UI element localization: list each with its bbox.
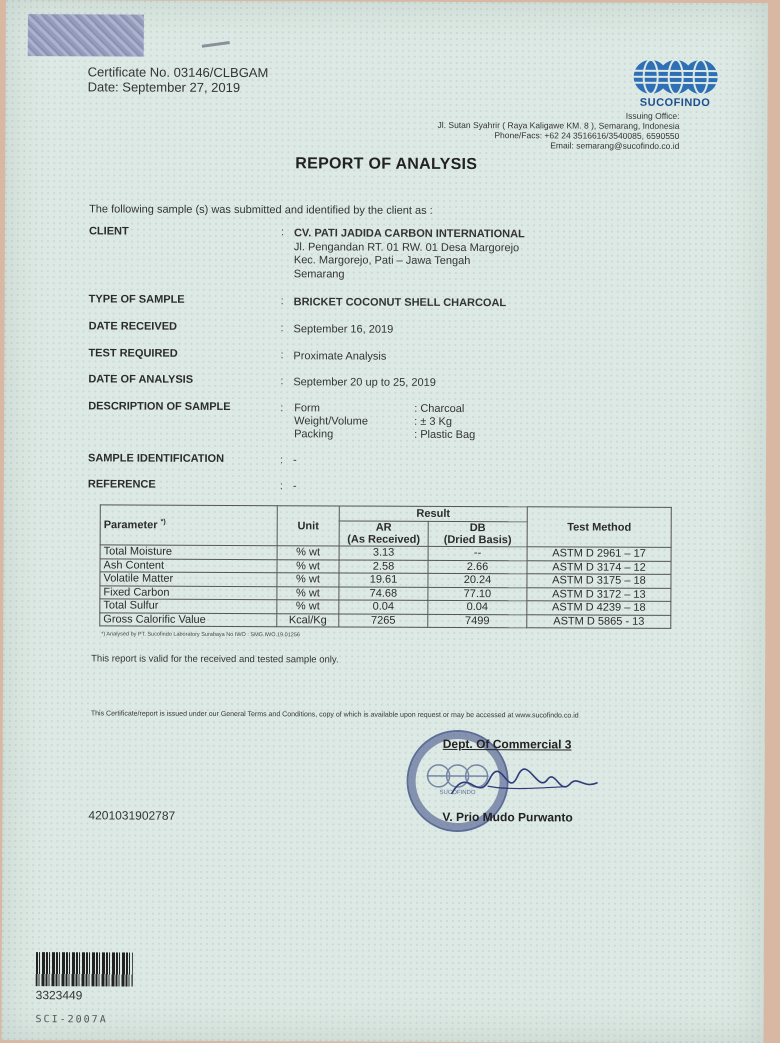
cell-db: 20.24 [428, 573, 527, 587]
header-db: DB (Dried Basis) [428, 521, 527, 546]
header-ar: AR (As Received) [339, 521, 428, 546]
cell-param: Ash Content [100, 558, 277, 572]
globe-logo-icon [628, 55, 723, 99]
colon: : [281, 322, 284, 334]
cell-ar: 3.13 [339, 546, 428, 560]
office-address: Jl. Sutan Syahrir ( Raya Kaligawe KM. 8 ), Semarang, Indonesia [438, 120, 680, 131]
cell-ar: 74.68 [339, 586, 428, 600]
identification-value: - [293, 454, 297, 468]
cell-param: Gross Calorific Value [100, 612, 277, 626]
cell-param: Total Sulfur [100, 599, 277, 613]
colon: : [280, 402, 283, 414]
analysis-label: DATE OF ANALYSIS [88, 373, 193, 385]
header-result: Result [339, 506, 527, 522]
desc-packing-value: : Plastic Bag [414, 429, 475, 443]
cell-unit: % wt [277, 600, 339, 614]
signer-name: V. Prio Mudo Purwanto [442, 810, 572, 825]
header-unit: Unit [277, 506, 339, 546]
colon: : [280, 480, 283, 492]
cell-param: Volatile Matter [100, 572, 277, 586]
issuing-office [437, 110, 679, 151]
colon: : [281, 295, 284, 307]
certificate-date: Date: September 27, 2019 [88, 79, 269, 95]
barcode [36, 952, 133, 986]
cell-method: ASTM D 3172 – 13 [527, 587, 671, 601]
header-test-method: Test Method [527, 507, 671, 548]
cell-unit: % wt [277, 573, 339, 587]
cell-db: 7499 [428, 614, 527, 628]
cell-db: 77.10 [428, 587, 527, 601]
colon: : [280, 454, 283, 466]
identification-label: SAMPLE IDENTIFICATION [88, 452, 224, 465]
pen-mark [202, 41, 230, 48]
cell-unit: % wt [277, 586, 339, 600]
cell-param: Total Moisture [100, 545, 277, 559]
certificate-header [88, 64, 269, 95]
description-label: DESCRIPTION OF SAMPLE [88, 400, 230, 413]
desc-weight-key: Weight/Volume [294, 415, 368, 429]
cell-ar: 7265 [339, 613, 428, 627]
client-name: CV. PATI JADIDA CARBON INTERNATIONAL [294, 227, 525, 240]
colon: : [281, 226, 284, 238]
cell-ar: 2.58 [339, 559, 428, 573]
client-block [294, 227, 525, 282]
colon: : [280, 349, 283, 361]
security-seal [28, 14, 144, 57]
client-address-2: Kec. Margorejo, Pati – Jawa Tengah [294, 254, 525, 269]
cell-method: ASTM D 4239 – 18 [527, 601, 671, 615]
desc-weight-value: : ± 3 Kg [414, 416, 452, 430]
colon: : [280, 375, 283, 387]
document-number: 4201031902787 [88, 808, 175, 822]
cell-method: ASTM D 2961 – 17 [527, 547, 671, 561]
office-email: Email: semarang@sucofindo.co.id [437, 140, 679, 151]
client-label: CLIENT [89, 225, 129, 237]
form-code: SCI-2007A [36, 1014, 108, 1025]
department-name: Dept. Of Commercial 3 [443, 737, 572, 752]
sucofindo-logo [628, 55, 723, 109]
received-value: September 16, 2019 [294, 323, 394, 337]
report-title: REPORT OF ANALYSIS [5, 154, 767, 175]
results-table [99, 504, 672, 628]
reference-label: REFERENCE [88, 478, 156, 490]
client-address-1: Jl. Pengandan RT. 01 RW. 01 Desa Margorejo [294, 241, 525, 256]
handwritten-signature-icon [447, 754, 607, 815]
desc-packing-key: Packing [294, 428, 333, 442]
type-label: TYPE OF SAMPLE [89, 293, 185, 305]
test-label: TEST REQUIRED [88, 347, 177, 359]
cell-method: ASTM D 3174 – 12 [527, 560, 671, 574]
table-row [100, 612, 671, 628]
test-value: Proximate Analysis [293, 350, 386, 364]
cell-unit: Kcal/Kg [277, 613, 339, 627]
table-footnote: *) Analysed by PT. Sucofindo Laboratory Surabaya No IWO : SMG.IWO.19.01256 [101, 631, 300, 638]
cell-unit: % wt [277, 546, 339, 560]
office-label: Issuing Office: [438, 110, 680, 121]
barcode-number: 3323449 [36, 988, 83, 1002]
analysis-value: September 20 up to 25, 2019 [293, 376, 436, 390]
cell-ar: 19.61 [339, 573, 428, 587]
client-address-3: Semarang [294, 268, 525, 283]
reference-value: - [293, 480, 297, 494]
cell-db: -- [428, 546, 527, 560]
header-parameter: Parameter *) [100, 505, 277, 546]
desc-form-key: Form [294, 402, 320, 416]
cell-method: ASTM D 5865 - 13 [527, 614, 671, 628]
certificate-number: Certificate No. 03146/CLBGAM [88, 64, 269, 80]
stamp-text: SUCOFINDO [409, 790, 507, 796]
brand-name: SUCOFINDO [628, 97, 723, 109]
cell-param: Fixed Carbon [100, 585, 277, 599]
cell-db: 2.66 [428, 560, 527, 574]
received-label: DATE RECEIVED [89, 320, 177, 332]
cell-method: ASTM D 3175 – 18 [527, 574, 671, 588]
certificate-page [1, 0, 768, 1043]
validity-note: This report is valid for the received and tested sample only. [91, 653, 339, 665]
terms-note: This Certificate/report is issued under our General Terms and Conditions, copy of which is available upon request or may be accessed at www.sucofindo.co.id [91, 710, 579, 719]
intro-text: The following sample (s) was submitted and identified by the client as : [89, 203, 433, 216]
cell-unit: % wt [277, 559, 339, 573]
desc-form-value: : Charcoal [414, 403, 464, 417]
type-value: BRICKET COCONUT SHELL CHARCOAL [294, 296, 507, 309]
cell-ar: 0.04 [339, 600, 428, 614]
office-phone: Phone/Facs: +62 24 3516616/3540085, 6590550 [437, 130, 679, 141]
cell-db: 0.04 [428, 600, 527, 614]
